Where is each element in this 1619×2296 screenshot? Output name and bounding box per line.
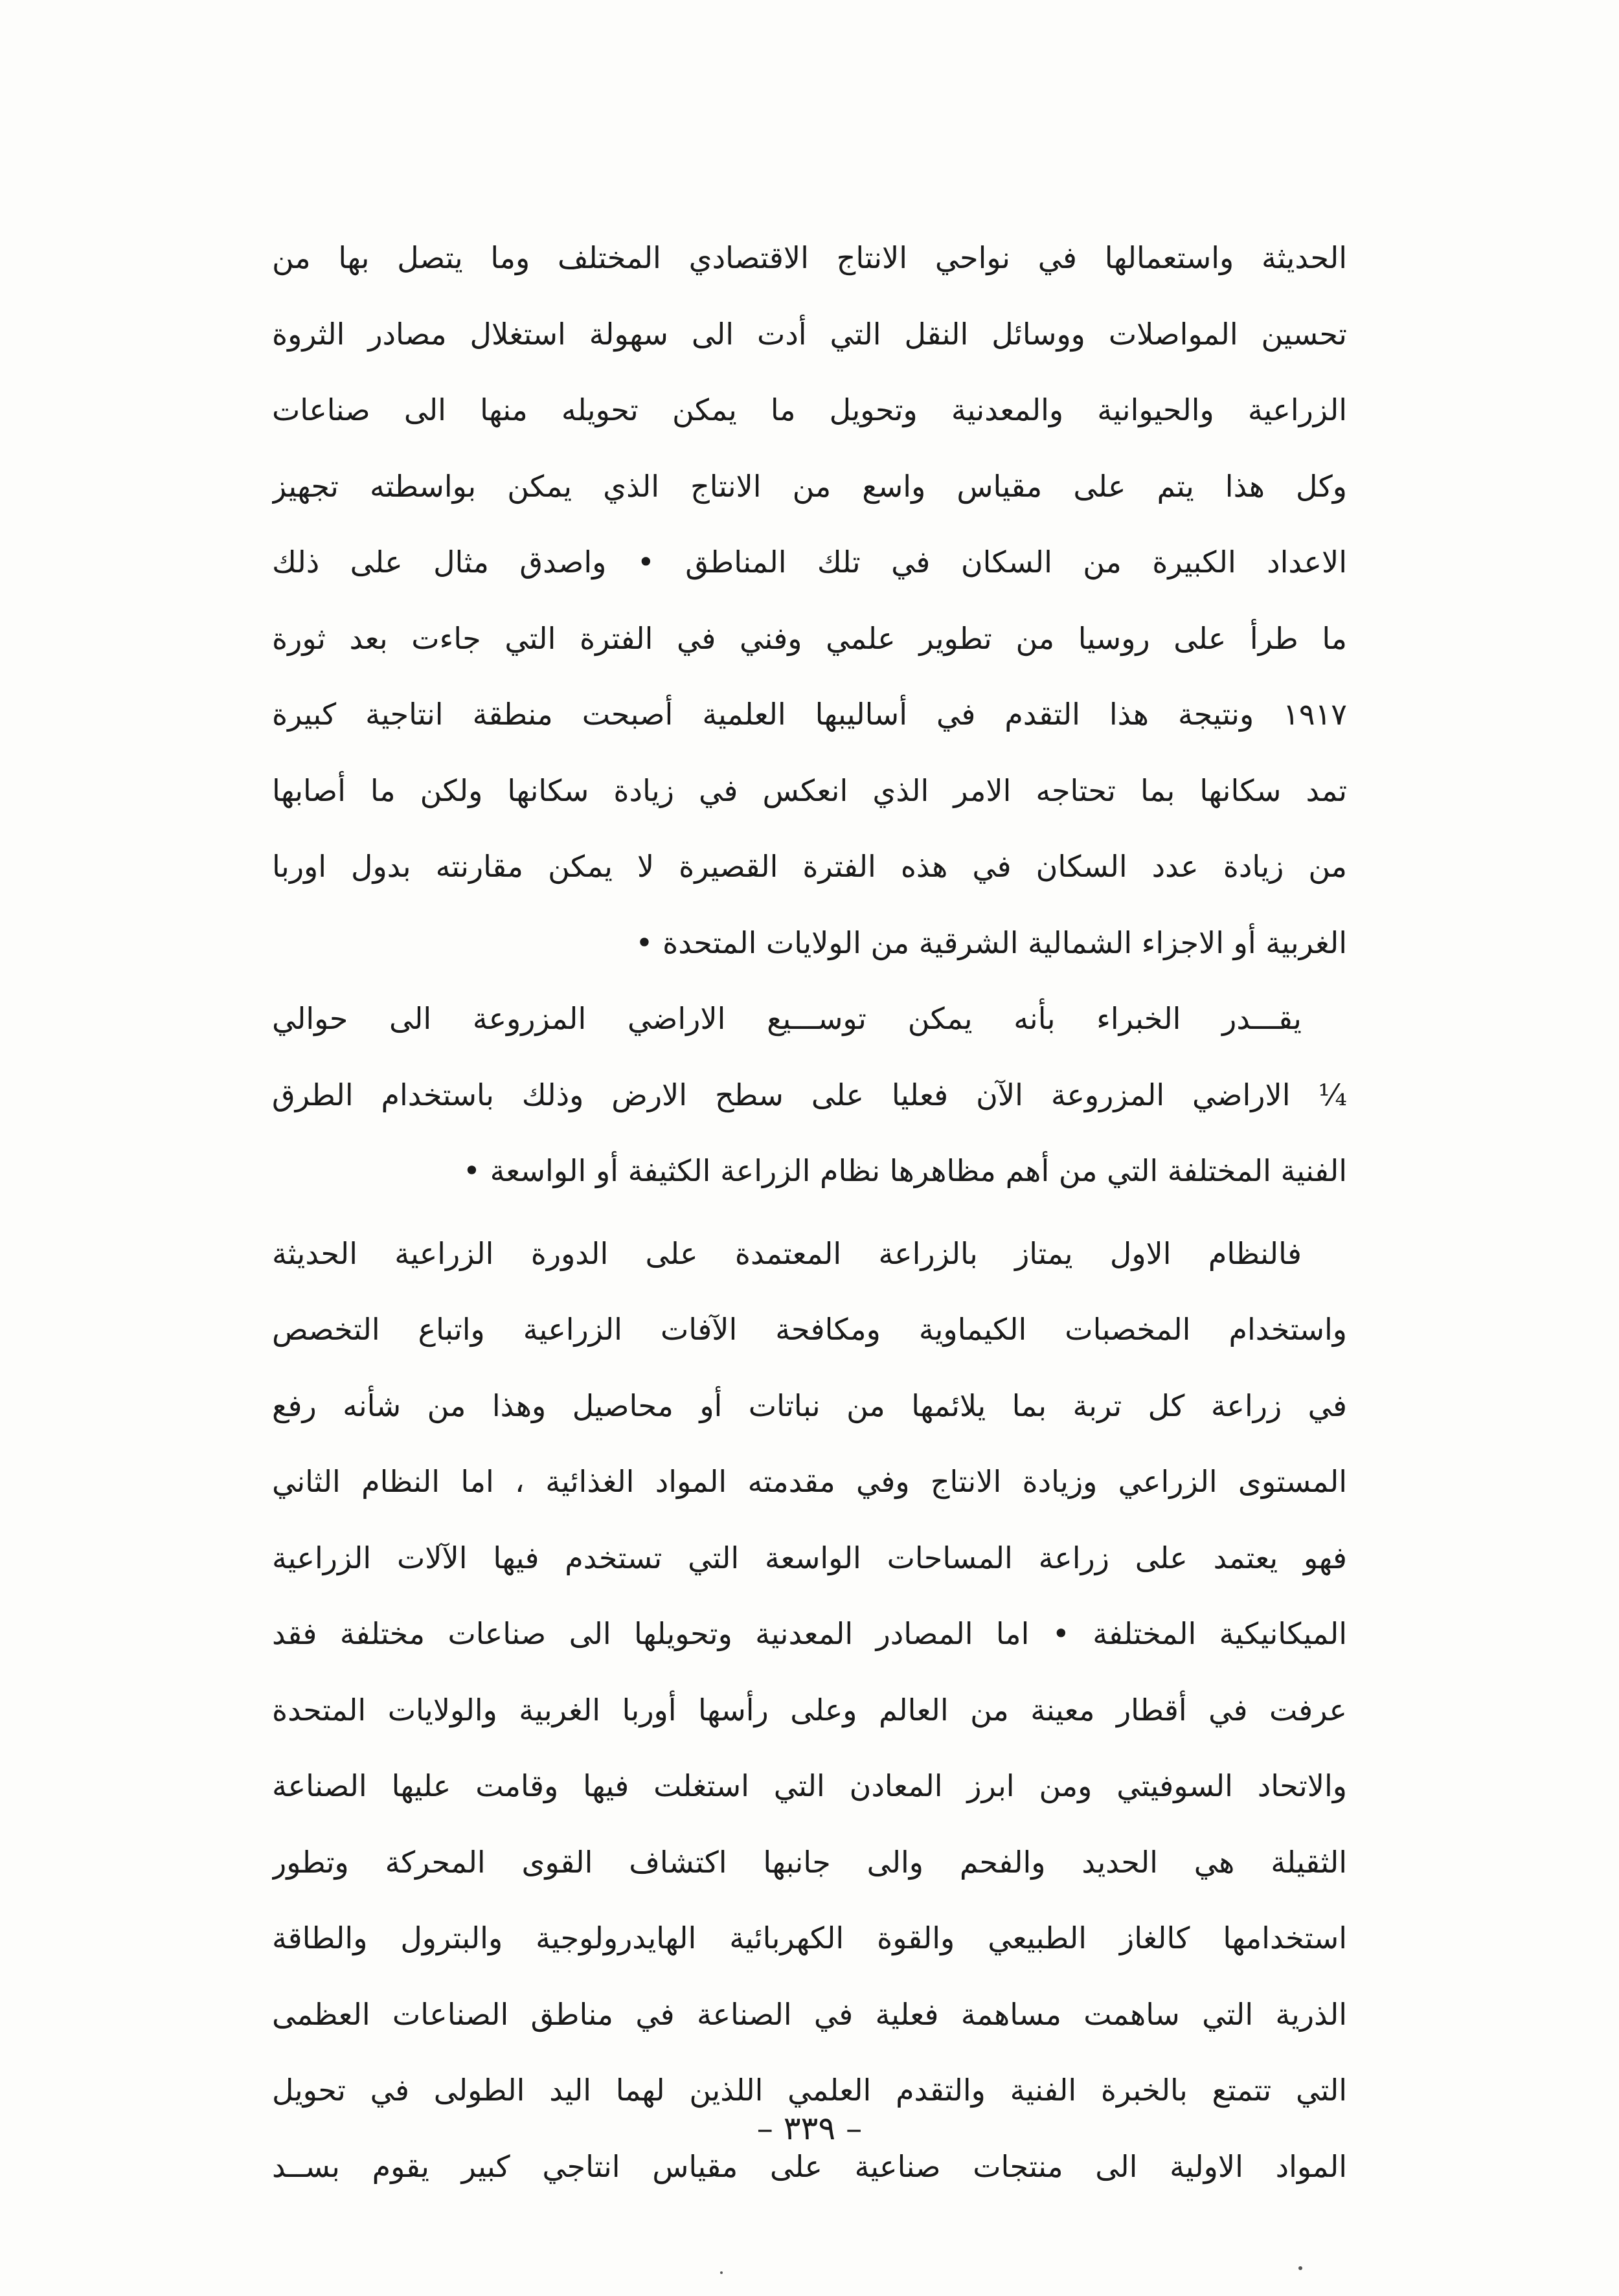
text-line: وكل هذا يتم على مقياس واسع من الانتاج الذي يمكن بواسطته تجهيز [272, 468, 1347, 504]
text-line: والاتحاد السوفيتي ومن ابرز المعادن التي استغلت فيها وقامت عليها الصناعة [272, 1768, 1347, 1803]
text-line: الحديثة واستعمالها في نواحي الانتاج الاقتصادي المختلف وما يتصل بها من [272, 240, 1347, 275]
text-line: يقـــدر الخبراء بأنه يمكن توســـيع الاراضي المزروعة الى حوالي [272, 1001, 1302, 1036]
text-line: في زراعة كل تربة بما يلائمها من نباتات أو محاصيل وهذا من شأنه رفع [272, 1388, 1347, 1423]
scan-speck [1298, 2266, 1302, 2270]
text-line: الذرية التي ساهمت مساهمة فعلية في الصناعة في مناطق الصناعات العظمى [272, 1996, 1347, 2032]
text-line: ما طرأ على روسيا من تطوير علمي وفني في الفترة التي جاءت بعد ثورة [272, 620, 1347, 656]
text-line: واستخدام المخصبات الكيماوية ومكافحة الآفات الزراعية واتباع التخصص [272, 1312, 1347, 1347]
body-text [272, 220, 1347, 2205]
page-number: – ٣٣٩ – [756, 2110, 863, 2147]
text-line: تحسين المواصلات ووسائل النقل التي أدت الى سهولة استغلال مصادر الثروة [272, 316, 1347, 352]
scan-speck [720, 2271, 723, 2274]
text-line: فالنظام الاول يمتاز بالزراعة المعتمدة على الدورة الزراعية الحديثة [272, 1235, 1302, 1271]
text-line: ١٩١٧ ونتيجة هذا التقدم في أساليبها العلمية أصبحت منطقة انتاجية كبيرة [272, 697, 1347, 732]
text-line: الاعداد الكبيرة من السكان في تلك المناطق • واصدق مثال على ذلك [272, 545, 1347, 580]
text-line: فهو يعتمد على زراعة المساحات الواسعة التي تستخدم فيها الآلات الزراعية [272, 1540, 1347, 1575]
text-line: الميكانيكية المختلفة • اما المصادر المعدنية وتحويلها الى صناعات مختلفة فقد [272, 1616, 1347, 1651]
text-line: المستوى الزراعي وزيادة الانتاج وفي مقدمته المواد الغذائية ، اما النظام الثاني [272, 1464, 1347, 1499]
text-line: الزراعية والحيوانية والمعدنية وتحويل ما يمكن تحويله منها الى صناعات [272, 392, 1347, 427]
text-line: التي تتمتع بالخبرة الفنية والتقدم العلمي اللذين لهما اليد الطولى في تحويل [272, 2073, 1347, 2108]
text-line: الغربية أو الاجزاء الشمالية الشرقية من الولايات المتحدة • [635, 925, 1347, 960]
text-line: الفنية المختلفة التي من أهم مظاهرها نظام الزراعة الكثيفة أو الواسعة • [462, 1153, 1347, 1188]
text-line: تمد سكانها بما تحتاجه الامر الذي انعكس في زيادة سكانها ولكن ما أصابها [272, 772, 1347, 808]
text-line: الثقيلة هي الحديد والفحم والى جانبها اكتشاف القوى المحركة وتطور [272, 1844, 1347, 1880]
text-line: ¼ الاراضي المزروعة الآن فعليا على سطح الارض وذلك باستخدام الطرق [272, 1077, 1347, 1112]
text-line: استخدامها كالغاز الطبيعي والقوة الكهربائية الهايدرولوجية والبترول والطاقة [272, 1920, 1347, 1955]
text-line: المواد الاولية الى منتجات صناعية على مقياس انتاجي كبير يقوم بســد [272, 2148, 1347, 2184]
text-line: من زيادة عدد السكان في هذه الفترة القصيرة لا يمكن مقارنته بدول اوربا [272, 849, 1347, 884]
text-line: عرفت في أقطار معينة من العالم وعلى رأسها أوربا الغربية والولايات المتحدة [272, 1692, 1347, 1728]
